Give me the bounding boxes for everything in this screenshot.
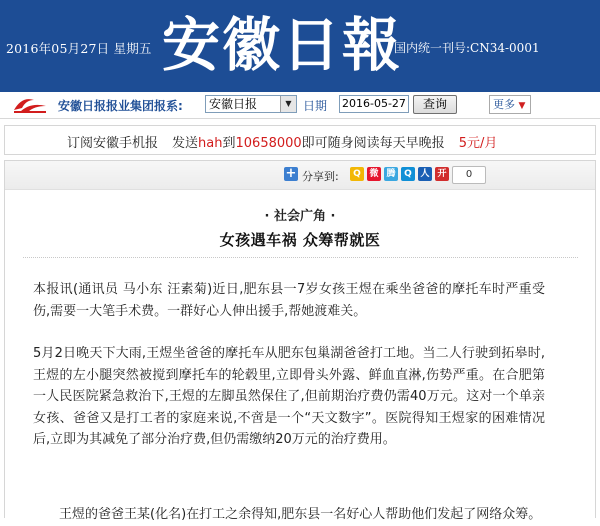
qq-icon[interactable]: Q bbox=[401, 167, 415, 181]
kaixin-icon[interactable]: 开 bbox=[435, 167, 449, 181]
date-label: 日期 bbox=[303, 99, 328, 113]
group-label: 安徽日报报业集团报系: bbox=[58, 99, 183, 113]
newspaper-logo[interactable]: 安徽日報 bbox=[162, 11, 403, 79]
article-paragraph: 王煜的爸爸王某(化名)在打工之余得知,肥东县一名好心人帮助他们发起了网络众筹。 bbox=[59, 507, 542, 522]
caret-down-icon: ▼ bbox=[518, 101, 526, 111]
qzone-icon[interactable]: Q bbox=[350, 167, 364, 181]
subscribe-banner[interactable] bbox=[4, 125, 596, 155]
subscribe-to: 到 bbox=[222, 136, 236, 151]
divider bbox=[23, 257, 578, 258]
subscribe-title: 订阅安徽手机报 bbox=[67, 136, 159, 151]
toolbar bbox=[0, 92, 600, 119]
column-name: · 社会广角 · bbox=[264, 209, 336, 224]
share-label: 分享到: bbox=[302, 170, 339, 183]
paper-select-value: 安徽日报 bbox=[209, 97, 258, 111]
issn-number: 国内统一刊号:CN34-0001 bbox=[394, 41, 540, 55]
renren-icon[interactable]: 人 bbox=[418, 167, 432, 181]
subscribe-text bbox=[67, 132, 497, 151]
date-input[interactable]: 2016-05-27 bbox=[339, 95, 409, 113]
paper-select[interactable] bbox=[205, 95, 297, 113]
share-bar bbox=[5, 161, 595, 190]
subscribe-send: 发送 bbox=[172, 136, 199, 151]
share-count: 0 bbox=[452, 166, 486, 184]
query-button[interactable]: 查询 bbox=[413, 95, 457, 114]
article-panel bbox=[4, 160, 596, 522]
dropdown-arrow-icon[interactable]: ▼ bbox=[280, 96, 296, 112]
subscribe-code: hah bbox=[198, 136, 223, 151]
more-button-label: 更多 bbox=[493, 98, 515, 111]
article-paragraph: 5月2日晚天下大雨,王煜坐爸爸的摩托车从肥东包巢湖爸爸打工地。当二人行驶到拓皋时,王煜的左小腿突然被搅到摩托车的轮毂里,立即骨头外露、鲜血直淋,伤势严重。在合肥第一人民医院紧急救治下,王煜的左脚虽然保住了,但前期治疗费仍需40万元。这对一个单亲女孩、爸爸又是打工者的家庭来说,不啻是一个“天文数字”。医院得知王煜家的困难情况后,立即为其减免了部分治疗费,但仍需缴纳20万元的治疗费用。 bbox=[33, 346, 545, 447]
more-button[interactable] bbox=[489, 95, 531, 114]
subscribe-desc: 即可随身阅读每天早晚报 bbox=[301, 136, 445, 151]
issue-date: 2016年05月27日 星期五 bbox=[6, 41, 152, 56]
subscribe-price: 5元/月 bbox=[458, 136, 498, 151]
subscribe-number: 10658000 bbox=[235, 136, 302, 151]
article-paragraph: 本报讯(通讯员 马小东 汪素菊)近日,肥东县一7岁女孩王煜在乘坐爸爸的摩托车时严重受伤,需要一大笔手术费。一群好心人伸出援手,帮她渡难关。 bbox=[33, 282, 545, 319]
masthead bbox=[0, 0, 600, 92]
group-logo-icon bbox=[12, 94, 48, 114]
tencent-weibo-icon[interactable]: 腾 bbox=[384, 167, 398, 181]
article-headline: 女孩遇车祸 众筹帮就医 bbox=[219, 231, 381, 249]
sina-weibo-icon[interactable]: 微 bbox=[367, 167, 381, 181]
share-plus-icon[interactable]: + bbox=[285, 166, 297, 181]
